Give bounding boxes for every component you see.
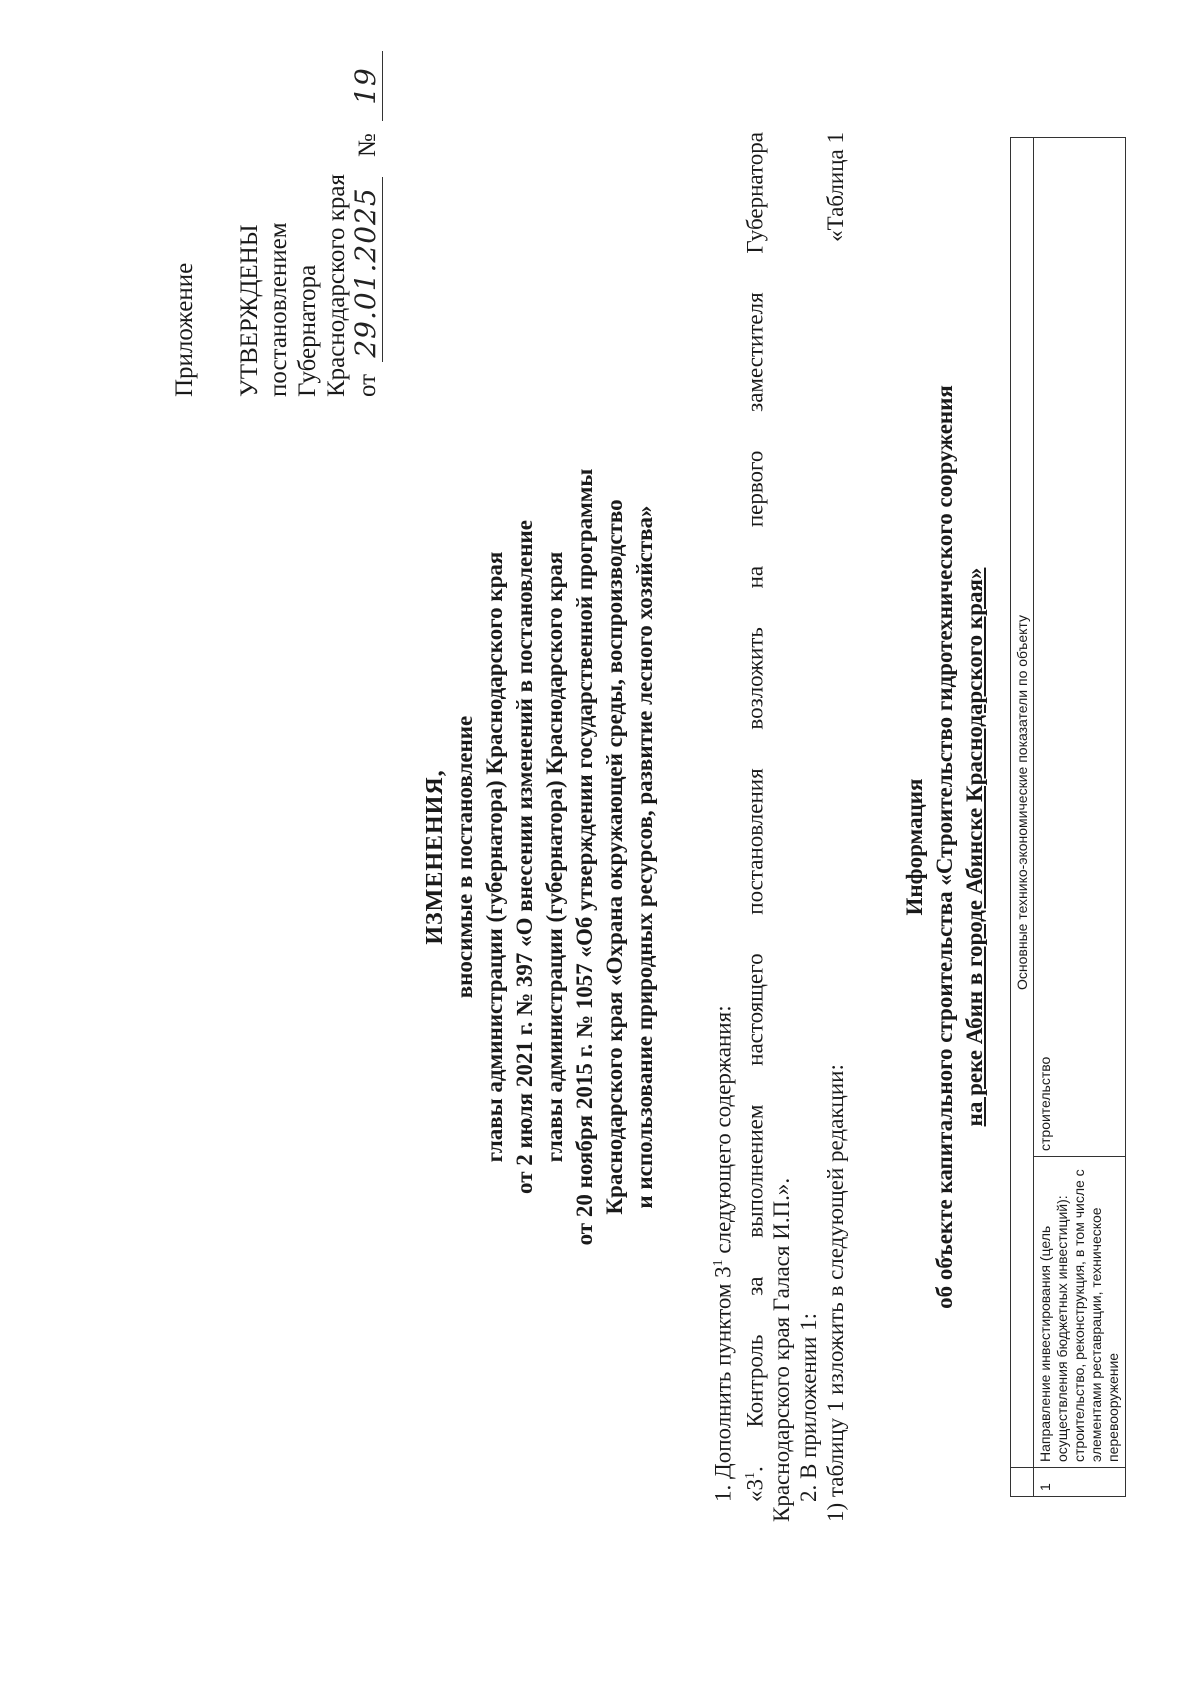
heading-line: Краснодарского края «Охрана окружающей среды, воспроизводство <box>602 499 627 1215</box>
indicators-table <box>1010 137 1126 1497</box>
handwritten-number: 19 <box>349 67 382 105</box>
handwritten-date: 29.01.2025 <box>349 187 382 358</box>
info-heading <box>900 177 990 1517</box>
paragraph-1-text: 1. Дополнить пунктом 3 <box>710 1266 736 1502</box>
paragraph-1 <box>705 132 737 1522</box>
heading-line: и использование природных ресурсов, развитие лесного хозяйства» <box>632 505 657 1209</box>
info-line-2: на реке Абин в городе Абинске Краснодарского края» <box>962 567 987 1127</box>
heading-line: главы администрации (губернатора) Краснодарского края <box>482 551 507 1163</box>
info-title: Информация <box>902 778 927 916</box>
row-indicator-value: строительство <box>1034 138 1126 1157</box>
heading-line: главы администрации (губернатора) Краснодарского края <box>542 551 567 1163</box>
table-header: Основные технико-экономические показатели по объекту <box>1011 138 1034 1468</box>
approved-by-line: постановлением <box>265 222 292 397</box>
approval-date-number-line <box>351 37 383 397</box>
approved-label: УТВЕРЖДЕНЫ <box>236 224 263 397</box>
heading-line: от 20 ноября 2015 г. № 1057 «Об утверждении государственной программы <box>572 468 597 1246</box>
appendix-label: Приложение <box>171 262 198 397</box>
paragraph-2 <box>737 132 769 1522</box>
heading-line: вносимые в постановление <box>452 715 477 999</box>
superscript: 1 <box>742 1472 758 1479</box>
table-reference: «Таблица 1 <box>823 132 849 242</box>
number-sign: № <box>354 133 381 158</box>
body-text <box>705 132 849 1522</box>
info-line-1: об объекте капитального строительства «Строительство гидротехнического сооружения <box>932 385 957 1309</box>
heading-line: от 2 июля 2021 г. № 397 «О внесении изменений в постановление <box>512 520 537 1194</box>
paragraph-3: 2. В приложении 1: <box>796 1313 822 1502</box>
row-indicator-name: Направление инвестирования (цель осуществления бюджетных инвестиций): строительство, реконструкция, в том числе с элементами реставрации, техническое перевооружение <box>1034 1157 1126 1468</box>
table-header-row <box>1011 138 1034 1497</box>
paragraph-4: 1) таблицу 1 изложить в следующей редакции: <box>823 1064 849 1522</box>
approved-region-line: Краснодарского края <box>323 174 350 397</box>
row-number: 1 <box>1034 1468 1126 1497</box>
paragraph-2-text: . Контроль за выполнением настоящего постановления возложить на первого заместителя Губернатора <box>742 132 768 1472</box>
paragraph-1-tail: следующего содержания: <box>710 1005 736 1260</box>
document-heading <box>420 187 660 1527</box>
table-row <box>1034 138 1126 1497</box>
number-field <box>351 51 383 121</box>
approved-governor-line: Губернатора <box>294 264 321 397</box>
approval-stamp <box>170 37 383 397</box>
paragraph-2-start: «3 <box>742 1479 768 1502</box>
date-prefix: от <box>354 373 381 397</box>
superscript: 1 <box>711 1259 726 1267</box>
paragraph-2-continuation: Краснодарского края Галася И.П.». <box>769 1177 795 1522</box>
heading-title: ИЗМЕНЕНИЯ, <box>422 769 448 945</box>
date-field <box>351 177 383 361</box>
table-header-spacer <box>1011 1468 1034 1497</box>
